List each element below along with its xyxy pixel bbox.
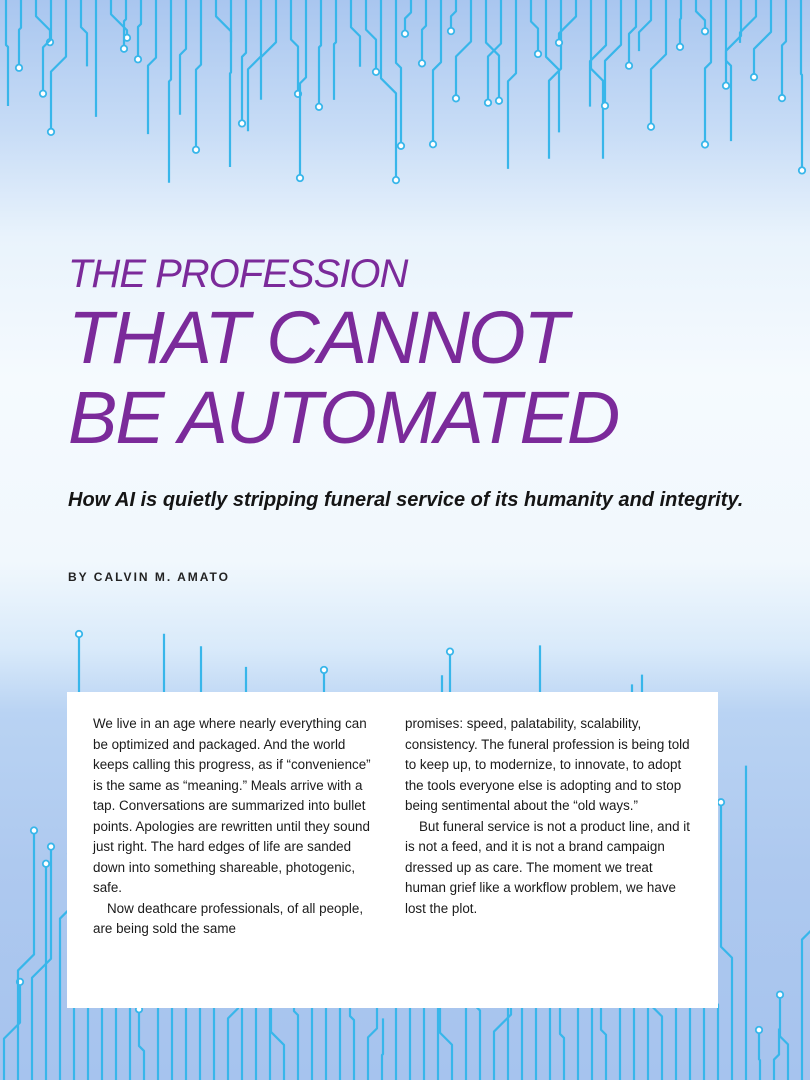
circuit-pad xyxy=(718,799,724,805)
circuit-pad xyxy=(402,31,408,37)
circuit-trace xyxy=(721,802,732,1080)
circuit-pad xyxy=(496,98,502,104)
headline-line-1: THAT CANNOT xyxy=(68,296,567,379)
circuit-pad xyxy=(779,95,785,101)
circuit-trace xyxy=(680,0,681,47)
circuit-trace xyxy=(801,0,802,170)
circuit-pad xyxy=(393,177,399,183)
circuit-trace xyxy=(405,0,411,34)
circuit-trace xyxy=(6,0,8,106)
circuit-pad xyxy=(702,141,708,147)
circuit-trace xyxy=(271,996,284,1080)
circuit-pad xyxy=(453,95,459,101)
circuit-pad xyxy=(602,102,608,108)
circuit-pad xyxy=(448,28,454,34)
circuit-pad xyxy=(751,74,757,80)
circuit-trace xyxy=(51,0,66,132)
circuit-trace xyxy=(196,0,201,150)
circuit-trace xyxy=(774,1029,779,1080)
headline-block xyxy=(68,250,768,458)
article-column-right xyxy=(405,714,692,1008)
circuit-trace xyxy=(334,0,336,100)
circuit-pad xyxy=(31,827,37,833)
circuit-pad xyxy=(419,60,425,66)
circuit-pad xyxy=(485,100,491,106)
circuit-pad xyxy=(677,44,683,50)
circuit-trace xyxy=(531,0,538,54)
circuit-pad xyxy=(799,167,805,173)
circuit-trace xyxy=(138,0,141,59)
circuit-trace xyxy=(43,0,51,94)
circuit-trace xyxy=(651,0,666,127)
circuit-trace xyxy=(605,0,621,106)
circuit-pad xyxy=(447,648,453,654)
circuit-trace xyxy=(291,0,298,94)
circuit-trace xyxy=(456,0,471,98)
circuit-trace xyxy=(759,1030,760,1080)
circuit-pad xyxy=(76,631,82,637)
article-body xyxy=(67,692,718,1008)
circuit-trace xyxy=(740,0,756,43)
circuit-trace xyxy=(169,0,171,183)
circuit-pad xyxy=(321,667,327,673)
circuit-trace xyxy=(242,0,246,123)
circuit-trace xyxy=(381,0,396,180)
circuit-pad xyxy=(40,90,46,96)
circuit-trace xyxy=(248,0,261,131)
circuit-trace xyxy=(780,995,788,1080)
circuit-pad xyxy=(556,39,562,45)
circuit-trace xyxy=(422,0,426,63)
circuit-pad xyxy=(48,129,54,135)
circuit-trace xyxy=(19,0,21,68)
circuit-pad xyxy=(297,175,303,181)
circuit-trace xyxy=(81,0,87,66)
circuit-trace xyxy=(508,0,516,169)
circuit-trace xyxy=(366,0,376,72)
circuit-trace xyxy=(261,0,276,100)
circuit-pad xyxy=(702,28,708,34)
circuit-trace xyxy=(726,0,741,86)
circuit-trace xyxy=(802,762,810,1080)
circuit-trace xyxy=(230,0,231,167)
circuit-pad xyxy=(121,46,127,52)
circuit-trace xyxy=(433,0,441,144)
circuit-trace xyxy=(440,996,452,1080)
headline-line-2: BE AUTOMATED xyxy=(68,376,619,459)
circuit-trace xyxy=(180,0,186,115)
circuit-pad xyxy=(43,861,49,867)
circuit-trace xyxy=(782,0,786,98)
circuit-trace xyxy=(591,0,603,159)
article-column-left xyxy=(93,714,380,1008)
circuit-trace xyxy=(319,0,321,107)
circuit-pad xyxy=(648,124,654,130)
circuit-pad xyxy=(193,147,199,153)
circuit-trace xyxy=(629,0,636,66)
circuit-trace xyxy=(36,0,50,42)
circuit-pad xyxy=(239,120,245,126)
circuit-trace xyxy=(300,0,306,178)
circuit-trace xyxy=(216,0,231,42)
circuit-trace xyxy=(696,0,705,31)
circuit-pad xyxy=(48,843,54,849)
paragraph: But funeral service is not a product line, and it is not a feed, and it is not a brand campaign dressed up as care. The moment we treat human grief like a workflow problem, we have lost the plot. xyxy=(405,818,690,916)
circuit-trace xyxy=(148,0,156,134)
circuit-pad xyxy=(777,991,783,997)
circuit-pad xyxy=(316,104,322,110)
circuit-pad xyxy=(535,51,541,57)
circuit-pad xyxy=(398,143,404,149)
paragraph: Now deathcare professionals, of all people, are being sold the same xyxy=(93,900,364,936)
circuit-pad xyxy=(373,69,379,75)
circuit-pad xyxy=(135,56,141,62)
circuit-pad xyxy=(430,141,436,147)
paragraph: promises: speed, palatability, scalability, consistency. The funeral profession is being told to keep up, to modernize, to innovate, to adopt the tools everyone else is adopting and to stop being sentimental about the “old ways.” xyxy=(405,716,690,813)
circuit-trace xyxy=(451,0,456,31)
circuit-pad xyxy=(723,83,729,89)
circuit-trace xyxy=(351,0,360,67)
paragraph: We live in an age where nearly everything can be optimized and packaged. And the world keeps calling this progress, as if “convenience” is the same as “meaning.” Meals arrive with a tap. Conversations are summarized into bullet points. Apologies are rewritten until they sound just right. The hard edges of life are sanded down into something shareable, photogenic, safe. xyxy=(93,716,371,895)
byline: BY CALVIN M. AMATO xyxy=(68,570,230,584)
circuit-pad xyxy=(626,62,632,68)
deck-subtitle: How AI is quietly stripping funeral service of its humanity and integrity. xyxy=(68,489,744,511)
headline-kicker: THE PROFESSION xyxy=(68,252,408,296)
circuit-trace xyxy=(139,1009,144,1080)
circuit-trace xyxy=(382,1018,383,1080)
circuit-trace xyxy=(639,0,651,51)
circuit-pad xyxy=(756,1027,762,1033)
circuit-pad xyxy=(16,65,22,71)
